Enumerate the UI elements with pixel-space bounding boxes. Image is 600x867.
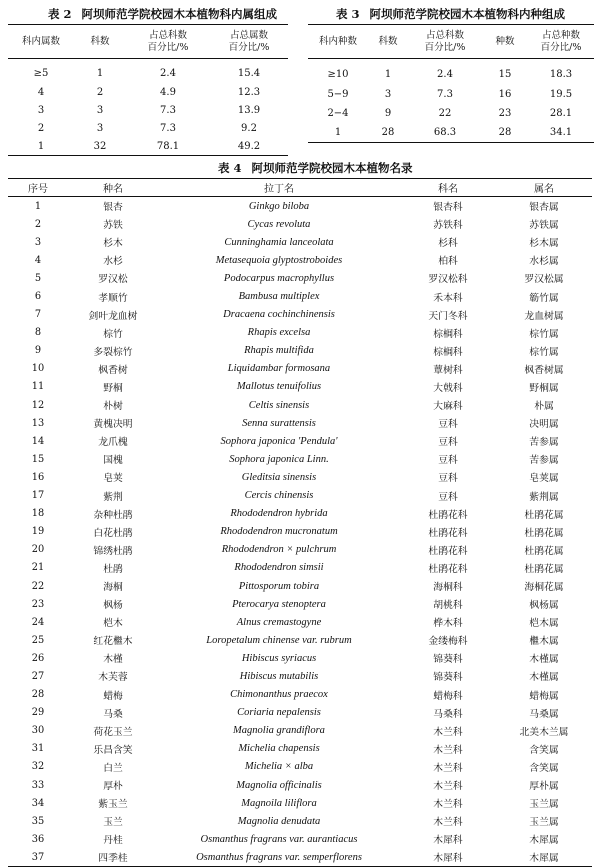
table3-header-0: 科内种数: [318, 35, 357, 47]
table2-caption: [48, 6, 277, 22]
table4-cell: 棕竹: [103, 328, 123, 340]
table4-cell: 20: [31, 544, 45, 556]
table4-row: [8, 722, 592, 740]
table4-cell: 国槐: [103, 455, 123, 467]
table4-cell: 苦参属: [529, 455, 559, 467]
table4-cell: Rhododendron × pulchrum: [221, 544, 337, 556]
table4-row: [8, 432, 592, 450]
table4-title: 阿坝师范学院校园木本植物名录: [251, 161, 413, 175]
table2-cell: 32: [93, 140, 107, 152]
table2-cell: 4: [37, 86, 45, 98]
table3-row: [308, 104, 594, 123]
table4-cell: 8: [34, 327, 42, 339]
table4-cell: 紫玉兰: [98, 799, 128, 811]
table4-cell: 白兰: [103, 762, 123, 774]
table4-cell: 15: [31, 453, 45, 465]
table4-cell: 锦绣杜鹃: [93, 545, 133, 557]
table4-cell: 丹桂: [103, 835, 123, 847]
table4-cell: Osmanthus fragrans var. aurantiacus: [200, 833, 358, 845]
table3-cell: 68.3: [433, 127, 457, 138]
table2-header-3: 占总属数 百分比/%: [228, 29, 270, 53]
table4-cell: 罗汉松: [98, 274, 128, 286]
table4-row: [8, 577, 592, 595]
table4-cell: 棕竹属: [529, 346, 559, 358]
table4-cell: 棕榈科: [433, 346, 463, 358]
table4-cell: 海桐: [103, 582, 123, 594]
table4-row: [8, 450, 592, 468]
table4-cell: 1: [34, 200, 42, 212]
table4-cell: 28: [31, 689, 45, 701]
table4-cell: 杜鹃花属: [524, 563, 564, 575]
table4-cell: 龙爪槐: [98, 437, 128, 449]
table4-cell: 木槿: [103, 654, 123, 666]
table2-cell: 2.4: [160, 67, 176, 79]
table4-cell: 簕竹属: [529, 292, 559, 304]
table4-cell: 31: [31, 743, 45, 755]
table4-cell: 木犀科: [433, 835, 463, 847]
table4-cell: 白花杜鹃: [93, 527, 133, 539]
table3-cell: 34.1: [549, 127, 573, 138]
table2-cell: 3: [96, 122, 104, 134]
table4-cell: 杉木: [103, 238, 123, 250]
table4-row: [8, 306, 592, 324]
table4-cell: 17: [31, 490, 45, 502]
table4-row: [8, 360, 592, 378]
table4: [8, 178, 592, 867]
table4-cell: 桦木科: [433, 618, 463, 630]
table4-cell: 16: [31, 471, 45, 483]
table3-header-4: 占总种数 百分比/%: [540, 29, 582, 53]
table4-row: [8, 776, 592, 794]
table4-cell: 23: [31, 598, 45, 610]
table4-row: [8, 414, 592, 432]
table4-cell: 豆科: [438, 419, 458, 431]
table4-cell: Liquidambar formosana: [227, 363, 331, 375]
table4-cell: Ginkgo biloba: [248, 200, 310, 212]
table4-cell: 剑叶龙血树: [88, 310, 138, 322]
table4-cell: 柏科: [438, 256, 458, 268]
table4-row: [8, 595, 592, 613]
table2-header-2: 占总科数 百分比/%: [147, 29, 189, 53]
table4-cell: 黄槐决明: [93, 419, 133, 431]
table4-cell: 32: [31, 761, 45, 773]
table4-cell: Sophora japonica 'Pendula': [220, 435, 338, 447]
table4-header-0: 序号: [28, 184, 48, 195]
table4-cell: 乐昌含笑: [93, 744, 133, 756]
table4-cell: 豆科: [438, 491, 458, 503]
table4-cell: 11: [31, 381, 45, 393]
table4-cell: 含笑属: [529, 762, 559, 774]
table4-cell: 木犀属: [529, 835, 559, 847]
table2-number: 表 2: [48, 7, 72, 21]
table2-cell: 7.3: [160, 122, 176, 134]
table4-cell: Coriaria nepalensis: [237, 707, 321, 719]
table3-cell: 1: [384, 68, 392, 80]
table4-cell: 马桑科: [433, 708, 463, 720]
table4-row: [8, 287, 592, 305]
table4-cell: 37: [31, 851, 45, 863]
table4-cell: Rhododendron hybrida: [230, 508, 328, 520]
table4-cell: 苏铁: [103, 220, 123, 232]
table4-cell: Hibiscus syriacus: [241, 652, 317, 664]
table3-row: [308, 59, 594, 86]
table4-cell: 孝顺竹: [98, 292, 128, 304]
table4-row: [8, 468, 592, 486]
table4-cell: 皂荚属: [529, 473, 559, 485]
table4-row: [8, 794, 592, 812]
table4-cell: Cycas revoluta: [247, 218, 311, 230]
table4-header-3: 科名: [438, 184, 458, 195]
table4-cell: Magnolia denudata: [237, 815, 321, 827]
table4-cell: 枫杨: [103, 600, 123, 612]
table4-row: [8, 848, 592, 867]
table3-cell: 9: [384, 108, 392, 119]
table4-cell: 罗汉松属: [524, 274, 564, 286]
table4-row: [8, 233, 592, 251]
table4-cell: 多裂棕竹: [93, 346, 133, 358]
table3-header-3: 种数: [495, 35, 515, 47]
table4-row: [8, 197, 592, 216]
table4-cell: Cunninghamia lanceolata: [224, 236, 334, 248]
table4-cell: Podocarpus macrophyllus: [223, 272, 335, 284]
table4-cell: 蜡梅: [103, 690, 123, 702]
table2-row: [8, 83, 288, 101]
table4-cell: 14: [31, 435, 45, 447]
table4-cell: 19: [31, 526, 45, 538]
table3-header-2: 占总科数 百分比/%: [424, 29, 466, 53]
table3-cell: 3: [384, 89, 392, 100]
table4-cell: 36: [31, 833, 45, 845]
table4-cell: 紫荆: [103, 491, 123, 503]
table4-cell: 棕榈科: [433, 328, 463, 340]
table2-header-0: 科内属数: [21, 35, 60, 47]
table4-cell: 27: [31, 670, 45, 682]
table4-cell: 杜鹃花科: [428, 545, 468, 557]
table4-cell: 木犀属: [529, 853, 559, 865]
table2-row: [8, 59, 288, 84]
table2-cell: 1: [37, 140, 45, 152]
table3-cell: 1: [334, 127, 342, 138]
table4-cell: Michelia chapensis: [238, 743, 320, 755]
table4-row: [8, 269, 592, 287]
table4-cell: 决明属: [529, 419, 559, 431]
table4-cell: 罗汉松科: [428, 274, 468, 286]
table4-cell: Magnolia officinalis: [236, 779, 322, 791]
table4-cell: 四季桂: [98, 853, 128, 865]
table4-row: [8, 251, 592, 269]
table4-cell: 玉兰属: [529, 817, 559, 829]
table2-cell: 9.2: [241, 122, 257, 134]
table4-cell: Pittosporum tobira: [238, 580, 320, 592]
table4-cell: 皂荚: [103, 473, 123, 485]
table4-cell: 大戟科: [433, 382, 463, 394]
table3-cell: 28: [498, 127, 512, 138]
table3-number: 表 3: [336, 7, 360, 21]
table4-cell: 玉兰属: [529, 799, 559, 811]
table3-cell: 15: [498, 68, 512, 80]
table4-cell: 杜鹃花属: [524, 509, 564, 521]
table4-cell: 13: [31, 417, 45, 429]
table4-cell: Rhapis multifida: [244, 345, 314, 357]
table4-row: [8, 704, 592, 722]
table4-cell: 银杏: [103, 202, 123, 214]
table4-cell: 豆科: [438, 455, 458, 467]
table4-cell: 34: [31, 797, 45, 809]
table2-cell: 12.3: [237, 86, 261, 98]
table2-cell: 7.3: [160, 104, 176, 116]
table4-cell: 24: [31, 616, 45, 628]
table2-row: [8, 137, 288, 156]
table4-cell: 野桐属: [529, 382, 559, 394]
table3-cell: 18.3: [549, 68, 573, 80]
table4-cell: Rhododendron mucronatum: [220, 526, 338, 538]
table2-cell: 49.2: [237, 140, 261, 152]
table4-cell: 马桑属: [529, 708, 559, 720]
table4-cell: 龙血树属: [524, 310, 564, 322]
table4-cell: 锦葵科: [433, 672, 463, 684]
table4-row: [8, 215, 592, 233]
table4-cell: 木兰科: [433, 781, 463, 793]
table3-cell: 7.3: [437, 89, 453, 100]
table4-cell: Hibiscus mutabilis: [239, 670, 319, 682]
table3-cell: 23: [498, 108, 512, 119]
table4-row: [8, 631, 592, 649]
table4-cell: 木兰科: [433, 799, 463, 811]
table3: [308, 24, 594, 143]
table4-cell: 锦葵科: [433, 654, 463, 666]
table4-row: [8, 378, 592, 396]
table4-cell: 水杉属: [529, 256, 559, 268]
table4-row: [8, 324, 592, 342]
table4-cell: 厚朴: [103, 781, 123, 793]
table2-cell: 3: [37, 104, 45, 116]
table4-cell: 檵木属: [529, 636, 559, 648]
table4-cell: 海桐科: [433, 582, 463, 594]
table3-cell: 28.1: [549, 108, 573, 119]
table4-cell: 22: [31, 580, 45, 592]
table4-cell: 银杏科: [433, 202, 463, 214]
table4-cell: 21: [31, 562, 45, 574]
table4-cell: 18: [31, 508, 45, 520]
table4-row: [8, 686, 592, 704]
table4-cell: 木兰科: [433, 762, 463, 774]
table4-cell: 蕈树科: [433, 364, 463, 376]
table4-cell: 6: [34, 291, 42, 303]
table4-cell: Mallotus tenuifolius: [236, 381, 322, 393]
table4-cell: Alnus cremastogyne: [236, 616, 322, 628]
table4-cell: 木兰科: [433, 817, 463, 829]
table4-cell: 蜡梅科: [433, 690, 463, 702]
table4-cell: 7: [34, 309, 42, 321]
table4-cell: 紫荆属: [529, 491, 559, 503]
table4-row: [8, 505, 592, 523]
table3-row: [308, 85, 594, 104]
table4-cell: 木兰科: [433, 726, 463, 738]
table4-cell: 桤木属: [529, 618, 559, 630]
table4-cell: 金缕梅科: [428, 636, 468, 648]
table4-cell: 木槿属: [529, 672, 559, 684]
table4-row: [8, 487, 592, 505]
table4-cell: 杜鹃花科: [428, 527, 468, 539]
table4-cell: 30: [31, 725, 45, 737]
table2: [8, 24, 288, 156]
table4-cell: Sophora japonica Linn.: [229, 453, 329, 465]
table4-cell: 玉兰: [103, 817, 123, 829]
table4-cell: 杜鹃花科: [428, 563, 468, 575]
table4-cell: 海桐花属: [524, 582, 564, 594]
table4-cell: 25: [31, 634, 45, 646]
table3-caption: [336, 6, 565, 22]
table3-cell: 2−4: [327, 108, 349, 119]
table4-cell: 桤木: [103, 618, 123, 630]
table4-cell: Loropetalum chinense var. rubrum: [206, 634, 352, 646]
table4-cell: 5: [34, 272, 42, 284]
table4-cell: Metasequoia glyptostroboides: [215, 254, 343, 266]
table4-cell: Bambusa multiplex: [238, 291, 320, 303]
table3-cell: 16: [498, 89, 512, 100]
table4-cell: 杜鹃花属: [524, 527, 564, 539]
table4-cell: 杉科: [438, 238, 458, 250]
table4-cell: Celtis sinensis: [248, 399, 310, 411]
table2-cell: 3: [96, 104, 104, 116]
table4-cell: 蜡梅属: [529, 690, 559, 702]
table4-row: [8, 559, 592, 577]
table4-cell: 禾本科: [433, 292, 463, 304]
table4-row: [8, 396, 592, 414]
table4-row: [8, 649, 592, 667]
table4-cell: 大麻科: [433, 401, 463, 413]
table4-cell: Osmanthus fragrans var. semperflorens: [196, 851, 362, 863]
table4-cell: 26: [31, 652, 45, 664]
table4-cell: 4: [34, 254, 42, 266]
table4-cell: Magnolia grandiflora: [233, 725, 325, 737]
table4-cell: 苦参属: [529, 437, 559, 449]
table4-cell: 胡桃科: [433, 600, 463, 612]
table4-cell: 朴树: [103, 401, 123, 413]
table4-cell: 枫杨属: [529, 600, 559, 612]
table3-cell: 2.4: [437, 68, 453, 80]
table4-header-2: 拉丁名: [264, 184, 294, 195]
table4-row: [8, 758, 592, 776]
table4-cell: 红花檵木: [93, 636, 133, 648]
table4-cell: 豆科: [438, 437, 458, 449]
table4-row: [8, 613, 592, 631]
table4-cell: 29: [31, 707, 45, 719]
table2-cell: 78.1: [156, 140, 180, 152]
table4-cell: Pterocarya stenoptera: [232, 598, 326, 610]
table4-row: [8, 342, 592, 360]
table4-cell: Rhododendron simsii: [234, 562, 324, 574]
table4-cell: 野桐: [103, 382, 123, 394]
table4-cell: 朴属: [534, 401, 554, 413]
table3-cell: ≥10: [327, 68, 349, 80]
table3-cell: 19.5: [549, 89, 573, 100]
table4-cell: 水杉: [103, 256, 123, 268]
table2-row: [8, 101, 288, 119]
table4-cell: 马桑: [103, 708, 123, 720]
table4-row: [8, 667, 592, 685]
table4-cell: 10: [31, 363, 45, 375]
table4-header-4: 属名: [534, 184, 554, 195]
table4-cell: 9: [34, 345, 42, 357]
table4-cell: 银杏属: [529, 202, 559, 214]
table4-row: [8, 523, 592, 541]
table4-cell: 枫香树属: [524, 364, 564, 376]
table4-cell: 北美木兰属: [519, 726, 569, 738]
table4-cell: Magnoila liliflora: [241, 797, 317, 809]
table4-cell: Rhapis excelsa: [247, 327, 311, 339]
table3-title: 阿坝师范学院校园木本植物科内种组成: [369, 7, 566, 21]
table2-cell: 13.9: [237, 104, 261, 116]
table4-cell: Chimonanthus praecox: [230, 689, 328, 701]
table3-cell: 5−9: [327, 89, 349, 100]
table4-cell: 木犀科: [433, 853, 463, 865]
table4-cell: Michelia × alba: [244, 761, 314, 773]
table4-cell: 35: [31, 815, 45, 827]
table4-cell: 杂种杜鹃: [93, 509, 133, 521]
table4-cell: 木芙蓉: [98, 672, 128, 684]
table3-cell: 22: [438, 108, 452, 119]
table4-caption: [218, 160, 413, 176]
table2-cell: 4.9: [160, 86, 176, 98]
table4-cell: 苏铁科: [433, 220, 463, 232]
table3-header-1: 科数: [378, 35, 398, 47]
table4-row: [8, 830, 592, 848]
table2-cell: ≥5: [33, 67, 49, 79]
table2-cell: 15.4: [237, 67, 261, 79]
table4-row: [8, 812, 592, 830]
table3-cell: 28: [381, 127, 395, 138]
table4-cell: Dracaena cochinchinensis: [223, 309, 335, 321]
table4-header-1: 种名: [103, 184, 123, 195]
table4-cell: 杉木属: [529, 238, 559, 250]
table2-header-1: 科数: [90, 35, 110, 47]
table4-cell: 33: [31, 779, 45, 791]
table4-cell: 豆科: [438, 473, 458, 485]
table2-row: [8, 119, 288, 137]
table3-row: [308, 123, 594, 143]
table4-cell: Cercis chinensis: [244, 490, 314, 502]
table4-cell: 杜鹃: [103, 563, 123, 575]
table4-cell: 2: [34, 218, 42, 230]
table4-cell: 棕竹属: [529, 328, 559, 340]
table4-cell: 杜鹃花属: [524, 545, 564, 557]
table4-cell: Senna surattensis: [242, 417, 316, 429]
table4-row: [8, 541, 592, 559]
table4-cell: 天门冬科: [428, 310, 468, 322]
table4-cell: 杜鹃花科: [428, 509, 468, 521]
table4-cell: 木兰科: [433, 744, 463, 756]
table4-number: 表 4: [218, 161, 242, 175]
table2-cell: 1: [96, 67, 104, 79]
table4-cell: 12: [31, 399, 45, 411]
table2-cell: 2: [37, 122, 45, 134]
table4-cell: 木槿属: [529, 654, 559, 666]
table4-cell: 厚朴属: [529, 781, 559, 793]
table2-title: 阿坝师范学院校园木本植物科内属组成: [81, 7, 278, 21]
table4-row: [8, 740, 592, 758]
table4-cell: 3: [34, 236, 42, 248]
table4-cell: 荷花玉兰: [93, 726, 133, 738]
table4-cell: 枫香树: [98, 364, 128, 376]
table2-cell: 2: [96, 86, 104, 98]
table4-cell: 含笑属: [529, 744, 559, 756]
table4-cell: Gleditsia sinensis: [241, 471, 317, 483]
table4-cell: 苏铁属: [529, 220, 559, 232]
